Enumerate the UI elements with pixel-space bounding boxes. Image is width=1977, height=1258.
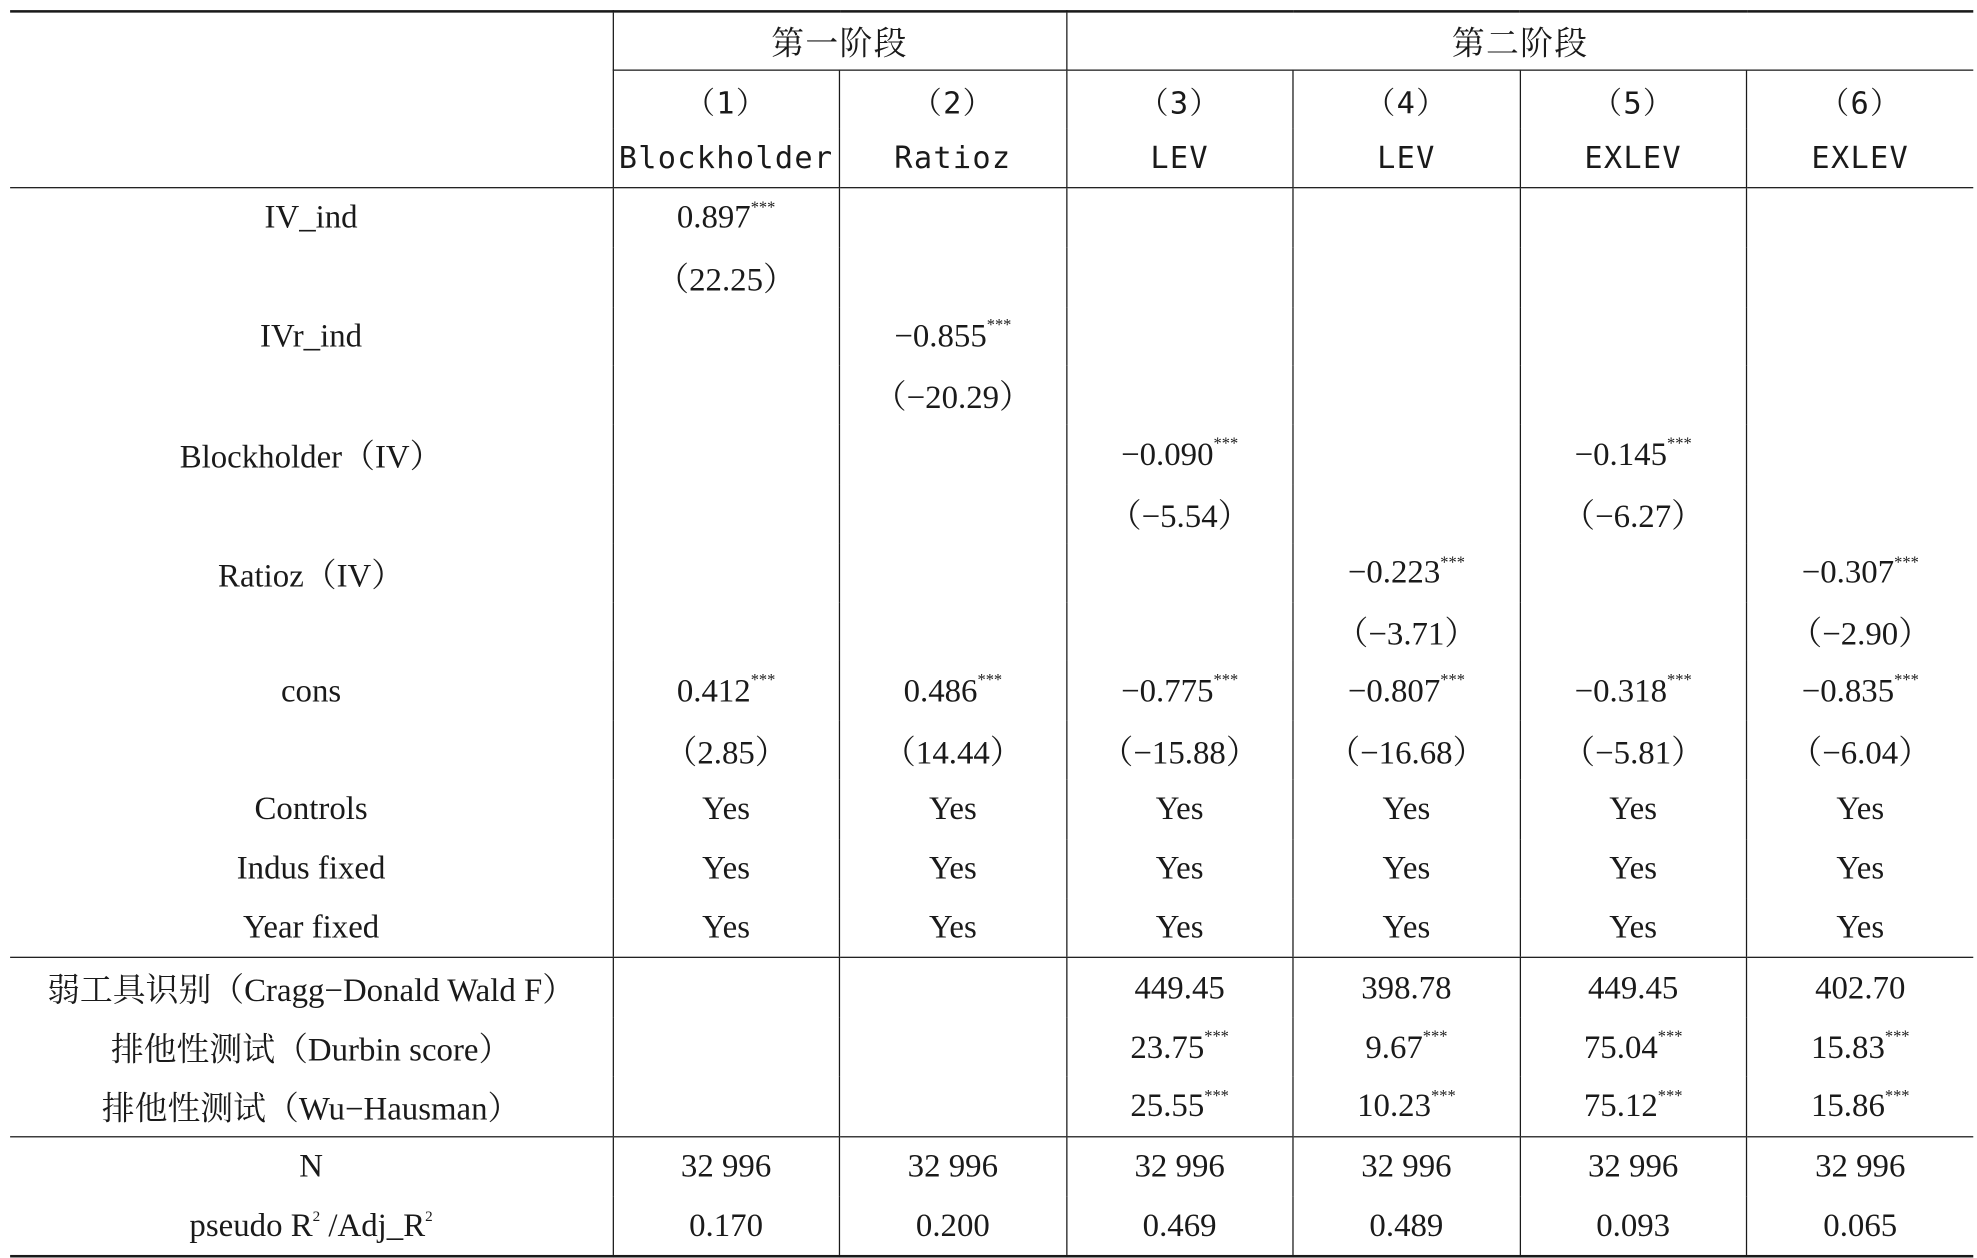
significance-stars: *** — [1440, 669, 1465, 689]
test-cell — [1293, 1018, 1520, 1077]
significance-stars: *** — [1431, 1085, 1456, 1105]
test-cell — [613, 1077, 840, 1137]
coefficient-value: −0.855 — [894, 317, 987, 354]
test-value: 398.78 — [1361, 969, 1452, 1006]
test-cell — [1293, 1077, 1520, 1137]
row-label: 排他性测试（Wu−Hausman） — [10, 1077, 613, 1137]
t-stat-row — [10, 484, 1973, 543]
n-cell: 32 996 — [613, 1136, 840, 1196]
t-stat-cell — [1747, 484, 1974, 543]
coefficient-cell — [1293, 188, 1520, 248]
coefficient-cell — [1066, 307, 1293, 366]
column-number: （3） — [1066, 70, 1293, 129]
coefficient-cell — [839, 425, 1066, 484]
test-cell — [613, 1018, 840, 1077]
year-fixed-row — [10, 898, 1973, 958]
t-stat-cell — [1520, 247, 1747, 306]
t-stat-cell — [613, 484, 840, 543]
test-cell — [613, 958, 840, 1018]
n-cell: 32 996 — [1066, 1136, 1293, 1196]
column-number: （6） — [1747, 70, 1974, 129]
coefficient-cell — [1520, 188, 1747, 248]
yes-cell: Yes — [839, 839, 1066, 898]
coefficient-value: 0.412 — [676, 672, 751, 709]
t-stat-cell — [1293, 484, 1520, 543]
test-cell — [839, 958, 1066, 1018]
t-stat-row — [10, 721, 1973, 780]
coefficient-value: −0.775 — [1121, 672, 1214, 709]
t-stat-cell — [1066, 366, 1293, 425]
t-stat-cell: （−6.27） — [1520, 484, 1747, 543]
test-value: 15.86 — [1810, 1087, 1885, 1124]
coefficient-value: −0.223 — [1347, 553, 1441, 591]
row-label: IVr_ind — [260, 317, 363, 354]
coefficient-row — [10, 543, 1973, 602]
significance-stars: *** — [1204, 1026, 1229, 1046]
coefficient-cell — [613, 425, 840, 484]
coefficient-cell — [613, 188, 840, 248]
test-cell — [1747, 1077, 1974, 1137]
row-label: 弱工具识别（Cragg−Donald Wald F） — [47, 972, 576, 1009]
n-cell: 32 996 — [1293, 1136, 1520, 1196]
test-value: 25.55 — [1130, 1087, 1205, 1124]
coefficient-value: −0.807 — [1347, 672, 1441, 709]
coefficient-cell — [839, 661, 1066, 720]
test-cell — [1066, 958, 1293, 1018]
row-label: Blockholder（IV） — [179, 438, 443, 476]
t-stat-row — [10, 602, 1973, 661]
test-cell — [1066, 1077, 1293, 1137]
yes-cell: Yes — [613, 780, 840, 839]
t-stat-cell: （14.44） — [839, 721, 1066, 780]
dependent-variable: LEV — [1293, 129, 1520, 188]
test-cell — [1293, 958, 1520, 1018]
coefficient-cell — [1066, 543, 1293, 602]
column-number: （5） — [1520, 70, 1747, 129]
r2-cell: 0.200 — [839, 1196, 1066, 1256]
yes-cell: Yes — [1293, 839, 1520, 898]
coefficient-value: −0.307 — [1801, 553, 1895, 591]
test-value: 10.23 — [1357, 1087, 1432, 1124]
t-stat-cell: （22.25） — [613, 247, 840, 306]
r2-superscript: 2 — [425, 1207, 433, 1225]
test-cell — [1520, 958, 1747, 1018]
significance-stars: *** — [750, 196, 776, 216]
test-cell — [1520, 1077, 1747, 1137]
yes-cell: Yes — [1520, 898, 1747, 958]
coefficient-value: −0.145 — [1574, 435, 1668, 473]
yes-cell: Yes — [1293, 898, 1520, 958]
yes-cell: Yes — [1747, 898, 1974, 958]
test-cell — [1066, 1018, 1293, 1077]
row-label-empty — [10, 721, 613, 780]
coefficient-row — [10, 307, 1973, 366]
coefficient-cell — [613, 307, 840, 366]
test-cell — [1747, 1018, 1974, 1077]
dependent-variable: Blockholder — [613, 129, 840, 188]
row-label-empty — [10, 366, 613, 425]
t-stat-cell — [1293, 247, 1520, 306]
coefficient-row — [10, 661, 1973, 720]
yes-cell: Yes — [1520, 839, 1747, 898]
t-stat-cell — [1066, 247, 1293, 306]
test-value: 75.12 — [1583, 1087, 1658, 1124]
t-stat-row — [10, 247, 1973, 306]
significance-stars: *** — [1657, 1026, 1683, 1046]
dependent-variable: Ratioz — [839, 129, 1066, 188]
t-stat-cell — [1747, 366, 1974, 425]
yes-cell: Yes — [839, 780, 1066, 839]
coefficient-value: −0.318 — [1574, 672, 1668, 709]
coefficient-cell — [1747, 425, 1974, 484]
coefficient-row — [10, 188, 1973, 248]
test-cell — [839, 1077, 1066, 1137]
yes-cell: Yes — [1747, 839, 1974, 898]
t-stat-cell — [1520, 602, 1747, 661]
t-stat-cell — [613, 366, 840, 425]
test-cell — [1520, 1018, 1747, 1077]
coefficient-cell — [1747, 307, 1974, 366]
significance-stars: *** — [1894, 551, 1919, 571]
t-stat-cell — [839, 484, 1066, 543]
r2-row — [10, 1196, 1973, 1256]
significance-stars: *** — [1657, 1085, 1683, 1105]
test-value: 449.45 — [1587, 969, 1679, 1006]
t-stat-cell: （−2.90） — [1747, 602, 1974, 661]
t-stat-cell: （−16.68） — [1293, 721, 1520, 780]
row-label — [10, 1196, 613, 1256]
yes-cell: Yes — [1066, 780, 1293, 839]
row-label: Indus fixed — [236, 849, 386, 887]
coefficient-cell — [613, 661, 840, 720]
coefficient-cell — [839, 543, 1066, 602]
t-stat-cell: （−3.71） — [1293, 602, 1520, 661]
t-stat-cell: （−20.29） — [839, 366, 1066, 425]
regression-table — [10, 10, 1973, 1258]
indus-fixed-row — [10, 839, 1973, 898]
coefficient-cell — [839, 188, 1066, 248]
r2-label-a: pseudo R — [189, 1206, 313, 1244]
coefficient-cell — [1066, 425, 1293, 484]
t-stat-cell — [1293, 366, 1520, 425]
significance-stars: *** — [750, 669, 776, 689]
coefficient-value: −0.090 — [1121, 435, 1214, 473]
row-label-empty — [10, 484, 613, 543]
yes-cell: Yes — [1066, 898, 1293, 958]
coefficient-cell — [1293, 425, 1520, 484]
coefficient-cell — [1066, 188, 1293, 248]
coefficient-cell — [1520, 543, 1747, 602]
row-label: Controls — [254, 790, 368, 827]
row-label: IV_ind — [264, 198, 358, 236]
test-value: 449.45 — [1134, 969, 1225, 1006]
t-stat-cell — [613, 602, 840, 661]
t-stat-cell: （2.85） — [613, 721, 840, 780]
significance-stars: *** — [1667, 433, 1692, 453]
coefficient-cell — [1293, 661, 1520, 720]
coefficient-cell — [1747, 661, 1974, 720]
row-label: 排他性测试（Durbin score） — [110, 1031, 512, 1068]
t-stat-cell: （−5.81） — [1520, 721, 1747, 780]
r2-label-b: /Adj_R — [320, 1206, 426, 1244]
test-cell — [1747, 958, 1974, 1018]
t-stat-row — [10, 366, 1973, 425]
t-stat-cell — [1520, 366, 1747, 425]
n-row — [10, 1136, 1973, 1196]
durbin-test-row — [10, 1018, 1973, 1077]
coefficient-cell — [1293, 307, 1520, 366]
yes-cell: Yes — [1747, 780, 1974, 839]
n-cell: 32 996 — [1520, 1136, 1747, 1196]
n-cell: 32 996 — [1747, 1136, 1974, 1196]
significance-stars: *** — [977, 669, 1003, 689]
significance-stars: *** — [1440, 551, 1465, 571]
t-stat-cell — [839, 247, 1066, 306]
t-stat-cell — [1066, 602, 1293, 661]
coefficient-cell — [613, 543, 840, 602]
t-stat-cell: （−15.88） — [1066, 721, 1293, 780]
stage1-header: 第一阶段 — [613, 11, 1067, 70]
significance-stars: *** — [1422, 1026, 1448, 1046]
stage2-header: 第二阶段 — [1066, 11, 1973, 70]
yes-cell: Yes — [839, 898, 1066, 958]
r2-cell: 0.065 — [1747, 1196, 1974, 1256]
header-corner — [10, 11, 613, 187]
test-cell — [839, 1018, 1066, 1077]
test-value: 23.75 — [1130, 1028, 1205, 1065]
yes-cell: Yes — [613, 898, 840, 958]
test-value: 402.70 — [1815, 969, 1906, 1006]
column-number: （4） — [1293, 70, 1520, 129]
dependent-variable: LEV — [1066, 129, 1293, 188]
significance-stars: *** — [1667, 669, 1692, 689]
yes-cell: Yes — [1066, 839, 1293, 898]
wu-hausman-test-row — [10, 1077, 1973, 1137]
test-value: 15.83 — [1810, 1028, 1885, 1065]
column-number: （2） — [839, 70, 1066, 129]
row-label: cons — [280, 672, 342, 709]
row-label: Ratioz（IV） — [218, 556, 405, 594]
column-number: （1） — [613, 70, 840, 129]
significance-stars: *** — [986, 315, 1012, 335]
coefficient-cell — [1520, 425, 1747, 484]
coefficient-cell — [1747, 188, 1974, 248]
coefficient-row — [10, 425, 1973, 484]
r2-cell: 0.489 — [1293, 1196, 1520, 1256]
r2-cell: 0.469 — [1066, 1196, 1293, 1256]
n-cell: 32 996 — [839, 1136, 1066, 1196]
coefficient-cell — [1747, 543, 1974, 602]
r2-cell: 0.093 — [1520, 1196, 1747, 1256]
test-value: 75.04 — [1583, 1028, 1658, 1065]
significance-stars: *** — [1213, 433, 1239, 453]
dependent-variable: EXLEV — [1747, 129, 1974, 188]
row-label: N — [299, 1147, 323, 1185]
coefficient-value: −0.835 — [1801, 672, 1895, 709]
controls-row — [10, 780, 1973, 839]
coefficient-value: 0.486 — [903, 672, 978, 709]
dependent-variable: EXLEV — [1520, 129, 1747, 188]
significance-stars: *** — [1213, 669, 1239, 689]
r2-superscript: 2 — [312, 1207, 321, 1225]
yes-cell: Yes — [1520, 780, 1747, 839]
test-value: 9.67 — [1365, 1028, 1423, 1065]
yes-cell: Yes — [1293, 780, 1520, 839]
coefficient-value: 0.897 — [676, 198, 751, 236]
t-stat-cell — [839, 602, 1066, 661]
r2-cell: 0.170 — [613, 1196, 840, 1256]
coefficient-cell — [1293, 543, 1520, 602]
significance-stars: *** — [1884, 1085, 1910, 1105]
significance-stars: *** — [1884, 1026, 1910, 1046]
significance-stars: *** — [1204, 1085, 1229, 1105]
weak-iv-test-row — [10, 958, 1973, 1018]
yes-cell: Yes — [613, 839, 840, 898]
stage-header-row — [10, 11, 1973, 70]
row-label-empty — [10, 247, 613, 306]
t-stat-cell: （−6.04） — [1747, 721, 1974, 780]
coefficient-cell — [1520, 307, 1747, 366]
coefficient-cell — [1066, 661, 1293, 720]
row-label-empty — [10, 602, 613, 661]
coefficient-cell — [839, 307, 1066, 366]
coefficient-cell — [1520, 661, 1747, 720]
significance-stars: *** — [1894, 669, 1919, 689]
t-stat-cell: （−5.54） — [1066, 484, 1293, 543]
row-label: Year fixed — [10, 898, 613, 958]
t-stat-cell — [1747, 247, 1974, 306]
